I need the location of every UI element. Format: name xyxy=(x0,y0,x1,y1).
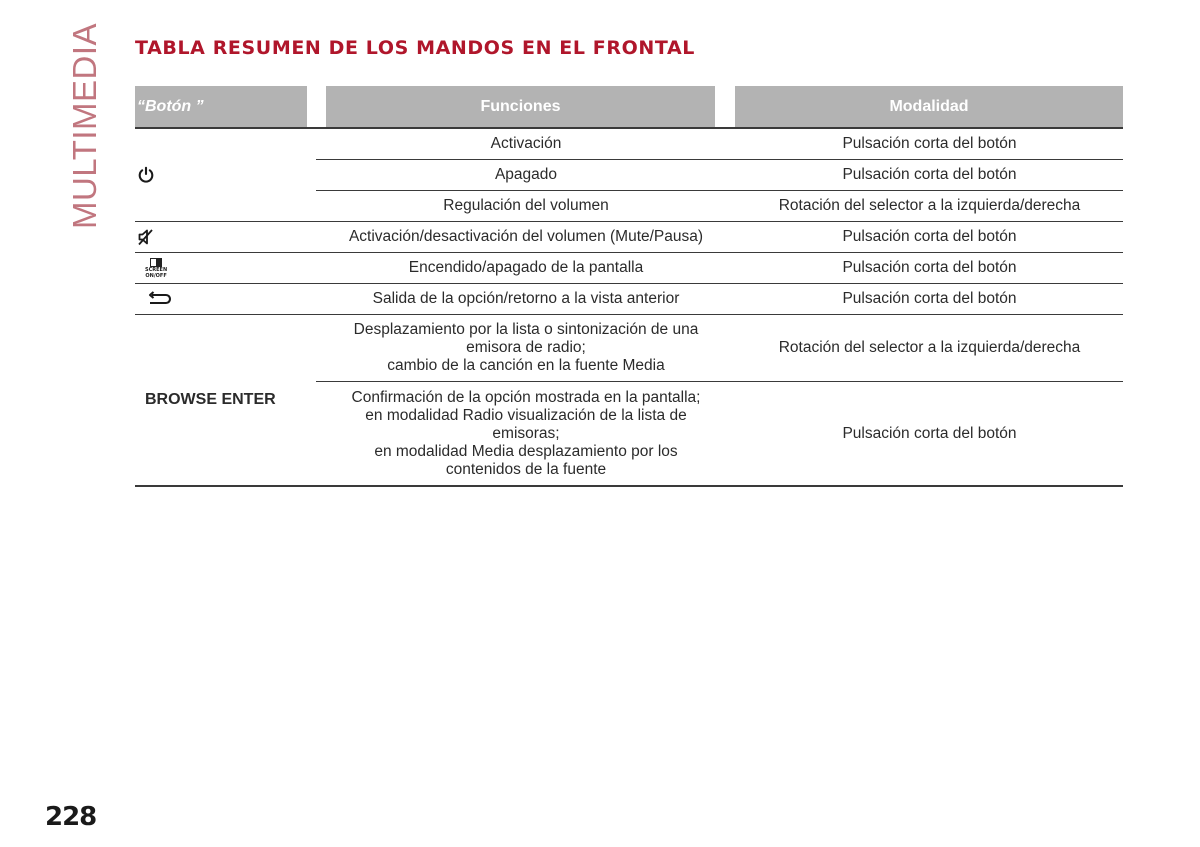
header-button: “Botón ” xyxy=(135,86,307,127)
button-cell xyxy=(135,315,317,485)
table-row xyxy=(316,190,1123,221)
back-arrow-icon xyxy=(147,291,173,307)
function-cell: Apagado xyxy=(494,166,558,183)
button-cell xyxy=(135,284,317,314)
mute-icon xyxy=(137,228,155,246)
table-header xyxy=(135,86,1123,129)
mode-cell: Pulsación corta del botón xyxy=(842,290,1017,307)
controls-table xyxy=(135,86,1123,487)
mode-cell: Pulsación corta del botón xyxy=(842,166,1017,183)
page-number: 228 xyxy=(45,802,97,832)
function-cell: Desplazamiento por la lista o sintonización de una emisora de radio; cambio de la canción en la fuente Media xyxy=(353,321,699,374)
mode-cell: Pulsación corta del botón xyxy=(842,135,1017,152)
header-mode: Modalidad xyxy=(735,86,1123,127)
mode-cell: Pulsación corta del botón xyxy=(842,228,1017,245)
table-row-group xyxy=(135,129,1123,222)
function-cell: Encendido/apagado de la pantalla xyxy=(408,259,644,276)
table-row-group xyxy=(135,222,1123,253)
mode-cell: Pulsación corta del botón xyxy=(842,259,1017,276)
header-functions: Funciones xyxy=(326,86,715,127)
mode-cell: Pulsación corta del botón xyxy=(842,424,1017,442)
function-cell: Regulación del volumen xyxy=(443,197,609,214)
table-row-group xyxy=(135,253,1123,284)
mode-cell: Rotación del selector a la izquierda/derecha xyxy=(778,197,1081,214)
page-title: TABLA RESUMEN DE LOS MANDOS EN EL FRONTAL xyxy=(135,37,695,59)
screen-icon-line2: ON/OFF xyxy=(145,272,167,279)
function-cell: Activación/desactivación del volumen (Mute/Pausa) xyxy=(348,228,704,245)
function-cell: Activación xyxy=(490,135,562,152)
table-row xyxy=(316,129,1123,159)
function-cell: Salida de la opción/retorno a la vista anterior xyxy=(372,290,680,307)
table-row xyxy=(316,315,1123,381)
section-label: MULTIMEDIA xyxy=(66,22,103,229)
table-row xyxy=(316,222,1123,252)
screen-onoff-icon xyxy=(145,258,167,279)
button-cell xyxy=(135,222,317,252)
power-icon xyxy=(137,166,155,184)
button-cell xyxy=(135,129,317,221)
table-row xyxy=(316,159,1123,190)
function-cell: Confirmación de la opción mostrada en la pantalla; en modalidad Radio visualización de la lista de emisoras; en modalidad Media desplazamiento por los contenidos de la fuente xyxy=(351,388,701,478)
table-row xyxy=(316,253,1123,283)
screen-icon-line1: SCREEN xyxy=(145,266,168,273)
table-row xyxy=(316,284,1123,314)
table-row xyxy=(316,381,1123,485)
table-row-group xyxy=(135,284,1123,315)
table-row-group xyxy=(135,315,1123,487)
section-tab xyxy=(60,22,110,229)
button-cell xyxy=(135,253,317,283)
browse-enter-label: BROWSE ENTER xyxy=(145,391,276,408)
mode-cell: Rotación del selector a la izquierda/derecha xyxy=(778,339,1081,356)
